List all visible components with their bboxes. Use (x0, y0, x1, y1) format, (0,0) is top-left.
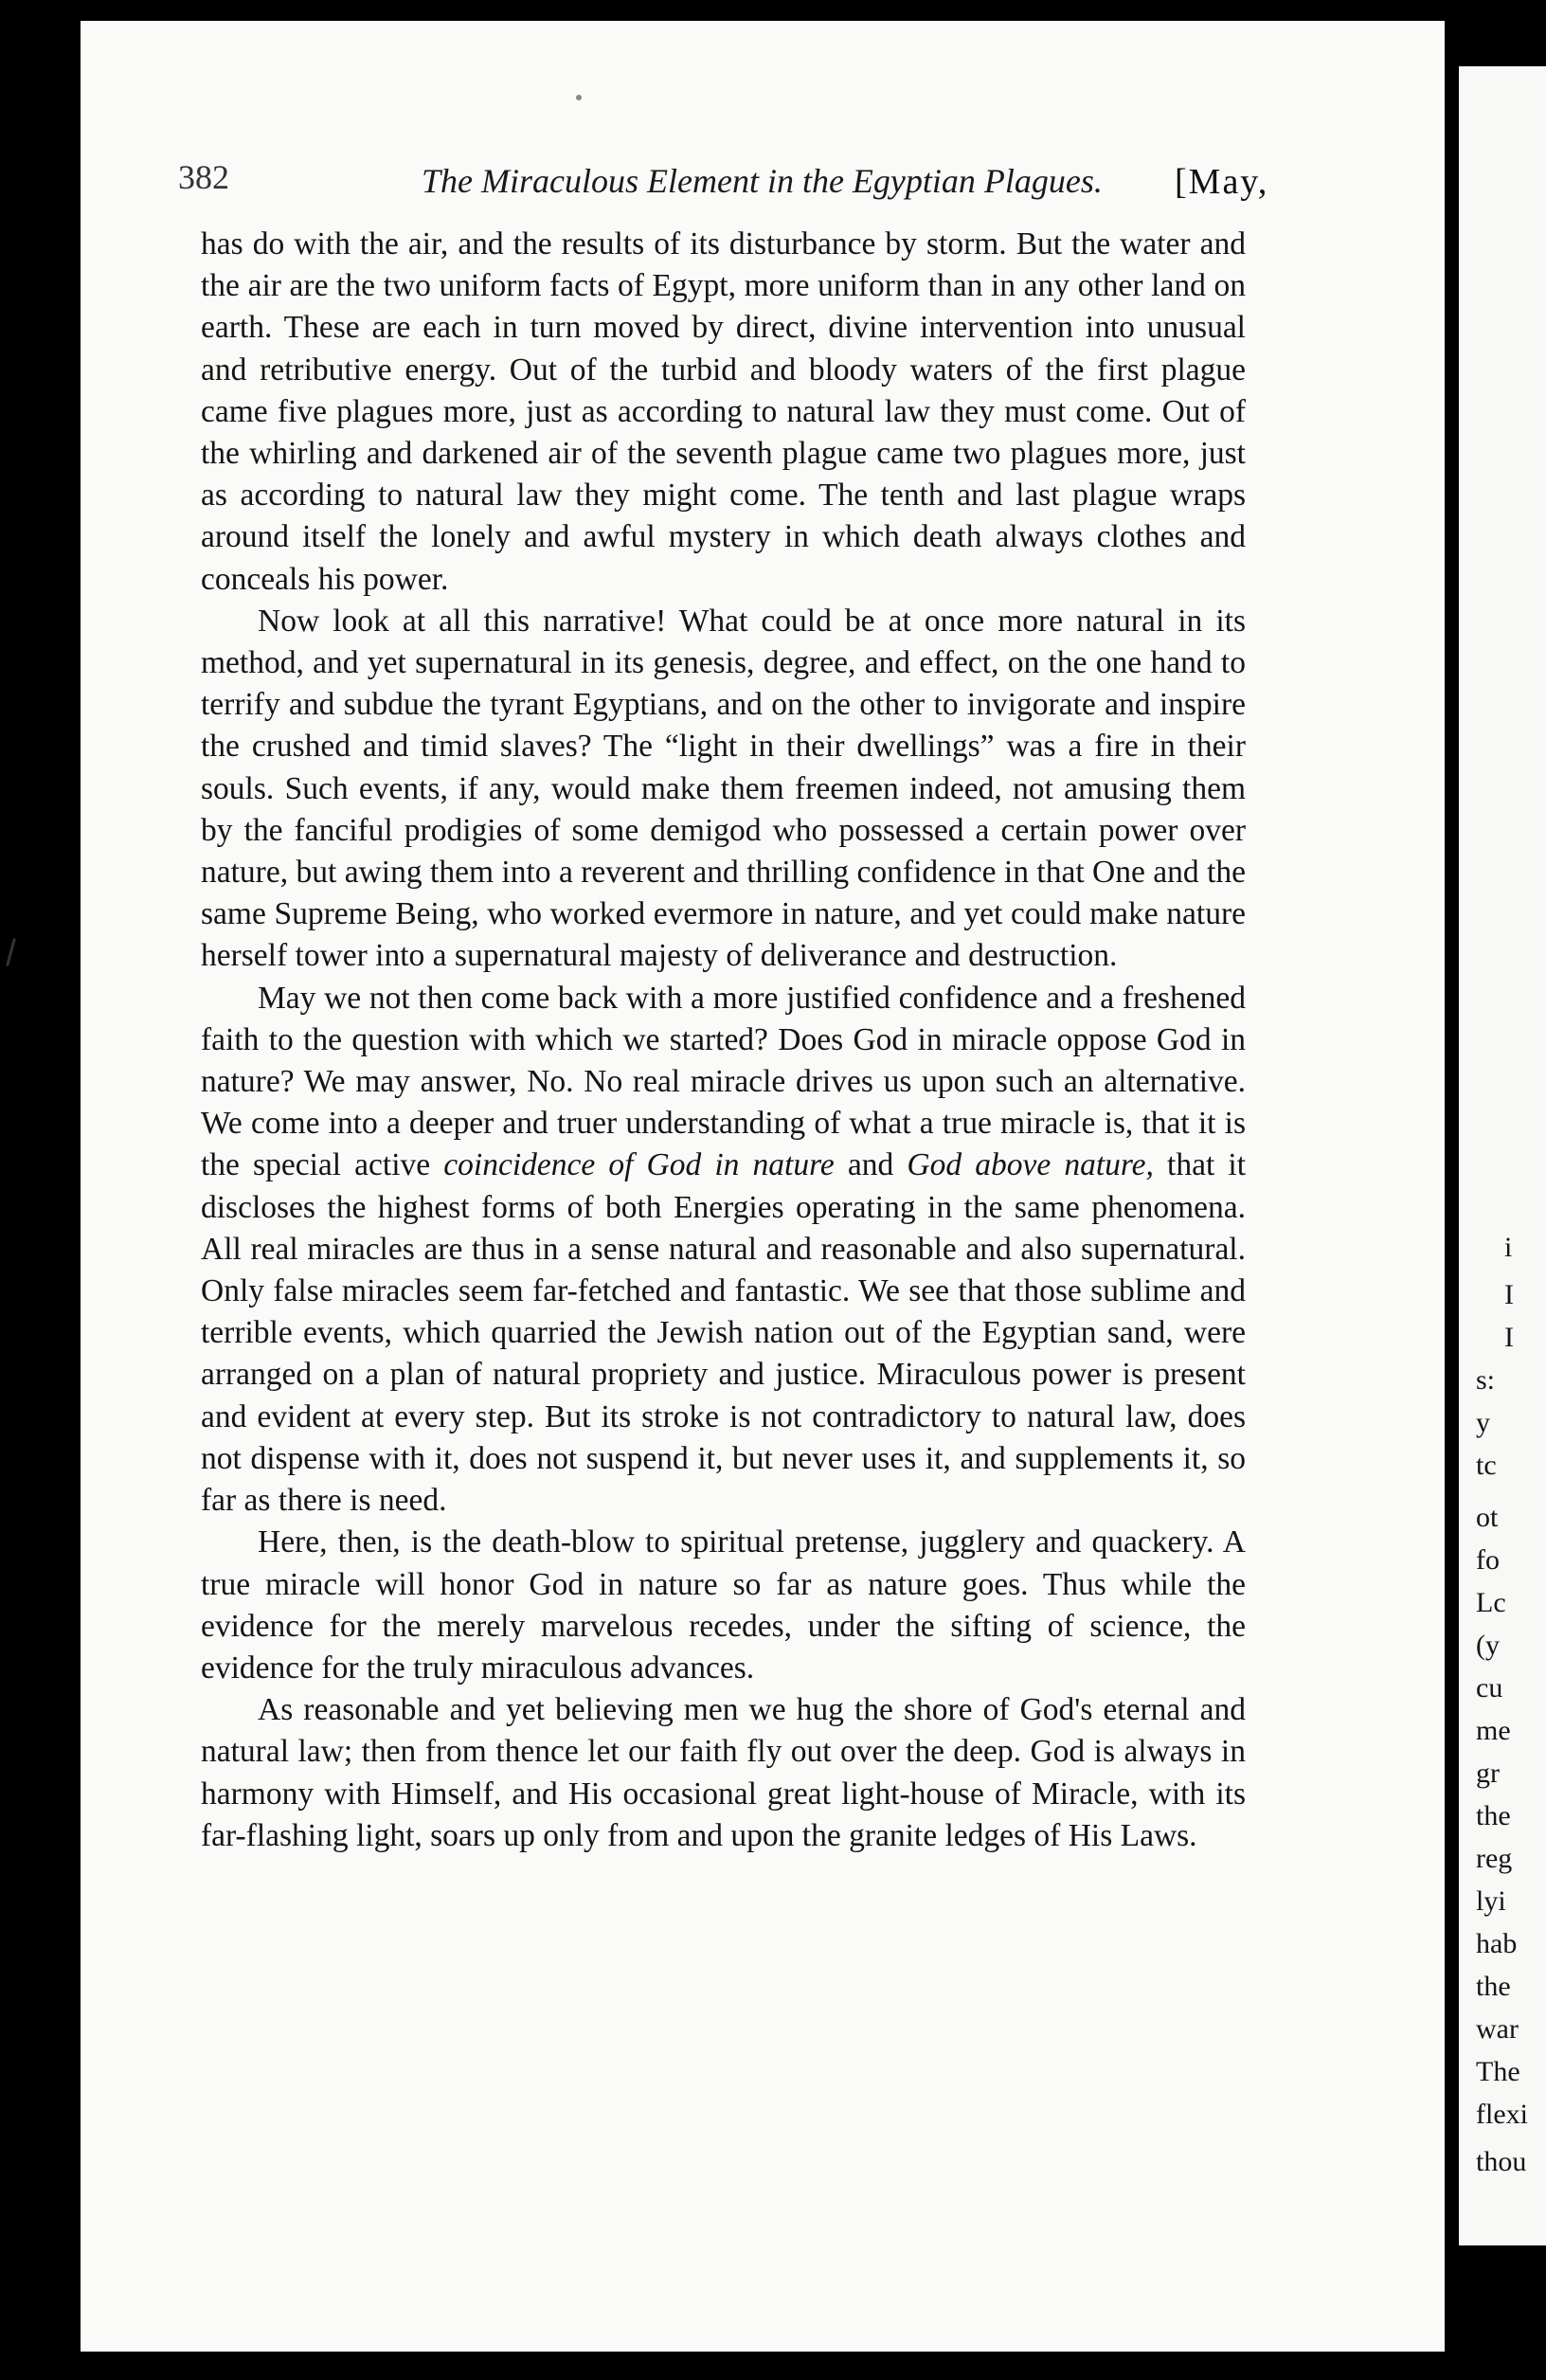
facing-page-fragment: I (1504, 1279, 1514, 1310)
facing-page-fragment: cu (1476, 1672, 1503, 1704)
text-run: May we not then come back with a more justified confidence and a freshened faith to the question with which we started? Does God in miracle oppose God in nature? We may answer, No. No real miracle drives us upon such an alternative. We come into a deeper and truer understanding of what a true miracle is, that it is the special active (201, 980, 1246, 1183)
scan-mark (6, 938, 16, 966)
italic-phrase: God above nature, (907, 1147, 1154, 1183)
body-text (201, 224, 1246, 1857)
scan-speck (576, 95, 582, 100)
paragraph: Now look at all this narrative! What could be at once more natural in its method, and yet supernatural in its genesis, degree, and effect, on the one hand to terrify and subdue the tyrant Egyptians, and on the other to invigorate and inspire the crushed and timid slaves? The “light in their dwellings” was a fire in their souls. Such events, if any, would make them freemen indeed, not amusing them by the fanciful prodigies of some demigod who possessed a certain power over nature, but awing them into a reverent and thrilling confidence in that One and the same Supreme Being, who worked evermore in nature, and yet could make nature herself tower into a supernatural majesty of deliverance and destruction. (201, 603, 1246, 974)
facing-page-fragment: ot (1476, 1502, 1499, 1533)
italic-phrase: coincidence of God in nature (443, 1147, 835, 1183)
facing-page-fragment: Lc (1476, 1587, 1506, 1618)
facing-page-fragment: me (1476, 1715, 1511, 1746)
facing-page-fragment: i (1504, 1232, 1513, 1263)
paragraph: As reasonable and yet believing men we hug the shore of God's eternal and natural law; then from thence let our faith fly out over the deep. God is always in harmony with Himself, and His occasional great light-house of Miracle, with its far-flashing light, soars up only from and upon the granite ledges of His Laws. (201, 1692, 1246, 1853)
facing-page-fragment: fo (1476, 1544, 1500, 1576)
facing-page-fragment: hab (1476, 1928, 1518, 1959)
paragraph: has do with the air, and the results of its disturbance by storm. But the water and the air are the two uniform facts of Egypt, more uniform than in any other land on earth. These are each in turn moved by direct, divine intervention into unusual and retributive energy. Out of the turbid and bloody waters of the first plague came five plagues more, just as according to natural law they must come. Out of the whirling and darkened air of the seventh plague came two plagues more, just as according to natural law they might come. The tenth and last plague wraps around itself the lonely and awful mystery in which death always clothes and conceals his power. (201, 226, 1246, 597)
paragraph: Here, then, is the death-blow to spiritual pretense, jugglery and quackery. A true miracle will honor God in nature so far as nature goes. Thus while the evidence for the merely marvelous recedes, under the sifting of science, the evidence for the truly miraculous advances. (201, 1524, 1246, 1686)
facing-page-fragment: (y (1476, 1630, 1500, 1661)
text-run: and (834, 1147, 908, 1183)
facing-page-edge (1459, 66, 1546, 2245)
facing-page-fragment: s: (1476, 1364, 1496, 1396)
facing-page-fragment: tc (1476, 1450, 1497, 1481)
facing-page-fragment: thou (1476, 2146, 1527, 2177)
facing-page-fragment: The (1476, 2056, 1520, 2087)
page-number: 382 (178, 158, 229, 196)
running-title: The Miraculous Element in the Egyptian Plagues. (422, 162, 1103, 200)
facing-page-fragment: flexi (1476, 2099, 1528, 2130)
facing-page-fragment: gr (1476, 1758, 1500, 1789)
running-month: [May, (1175, 162, 1269, 202)
facing-page-fragment: the (1476, 1971, 1511, 2002)
facing-page-fragment: reg (1476, 1843, 1513, 1874)
facing-page-fragment: lyi (1476, 1885, 1506, 1917)
text-run: that it discloses the highest forms of both Energies operating in the same phenomena. All real miracles are thus in a sense natural and reasonable and also supernatural. Only false miracles seem far-fetched and fantastic. We see that those sublime and terrible events, which quarried the Jewish nation out of the Egyptian sand, were arranged on a plan of natural propriety and justice. Miraculous power is present and evident at every step. But its stroke is not contradictory to natural law, does not dispense with it, does not suspend it, but never uses it, and supplements it, so far as there is need. (201, 1147, 1247, 1519)
facing-page-fragment: y (1476, 1407, 1490, 1438)
paragraph (201, 978, 1246, 1523)
facing-page-fragment: I (1504, 1322, 1514, 1353)
facing-page-fragment: war (1476, 2013, 1519, 2045)
facing-page-fragment: the (1476, 1800, 1511, 1831)
